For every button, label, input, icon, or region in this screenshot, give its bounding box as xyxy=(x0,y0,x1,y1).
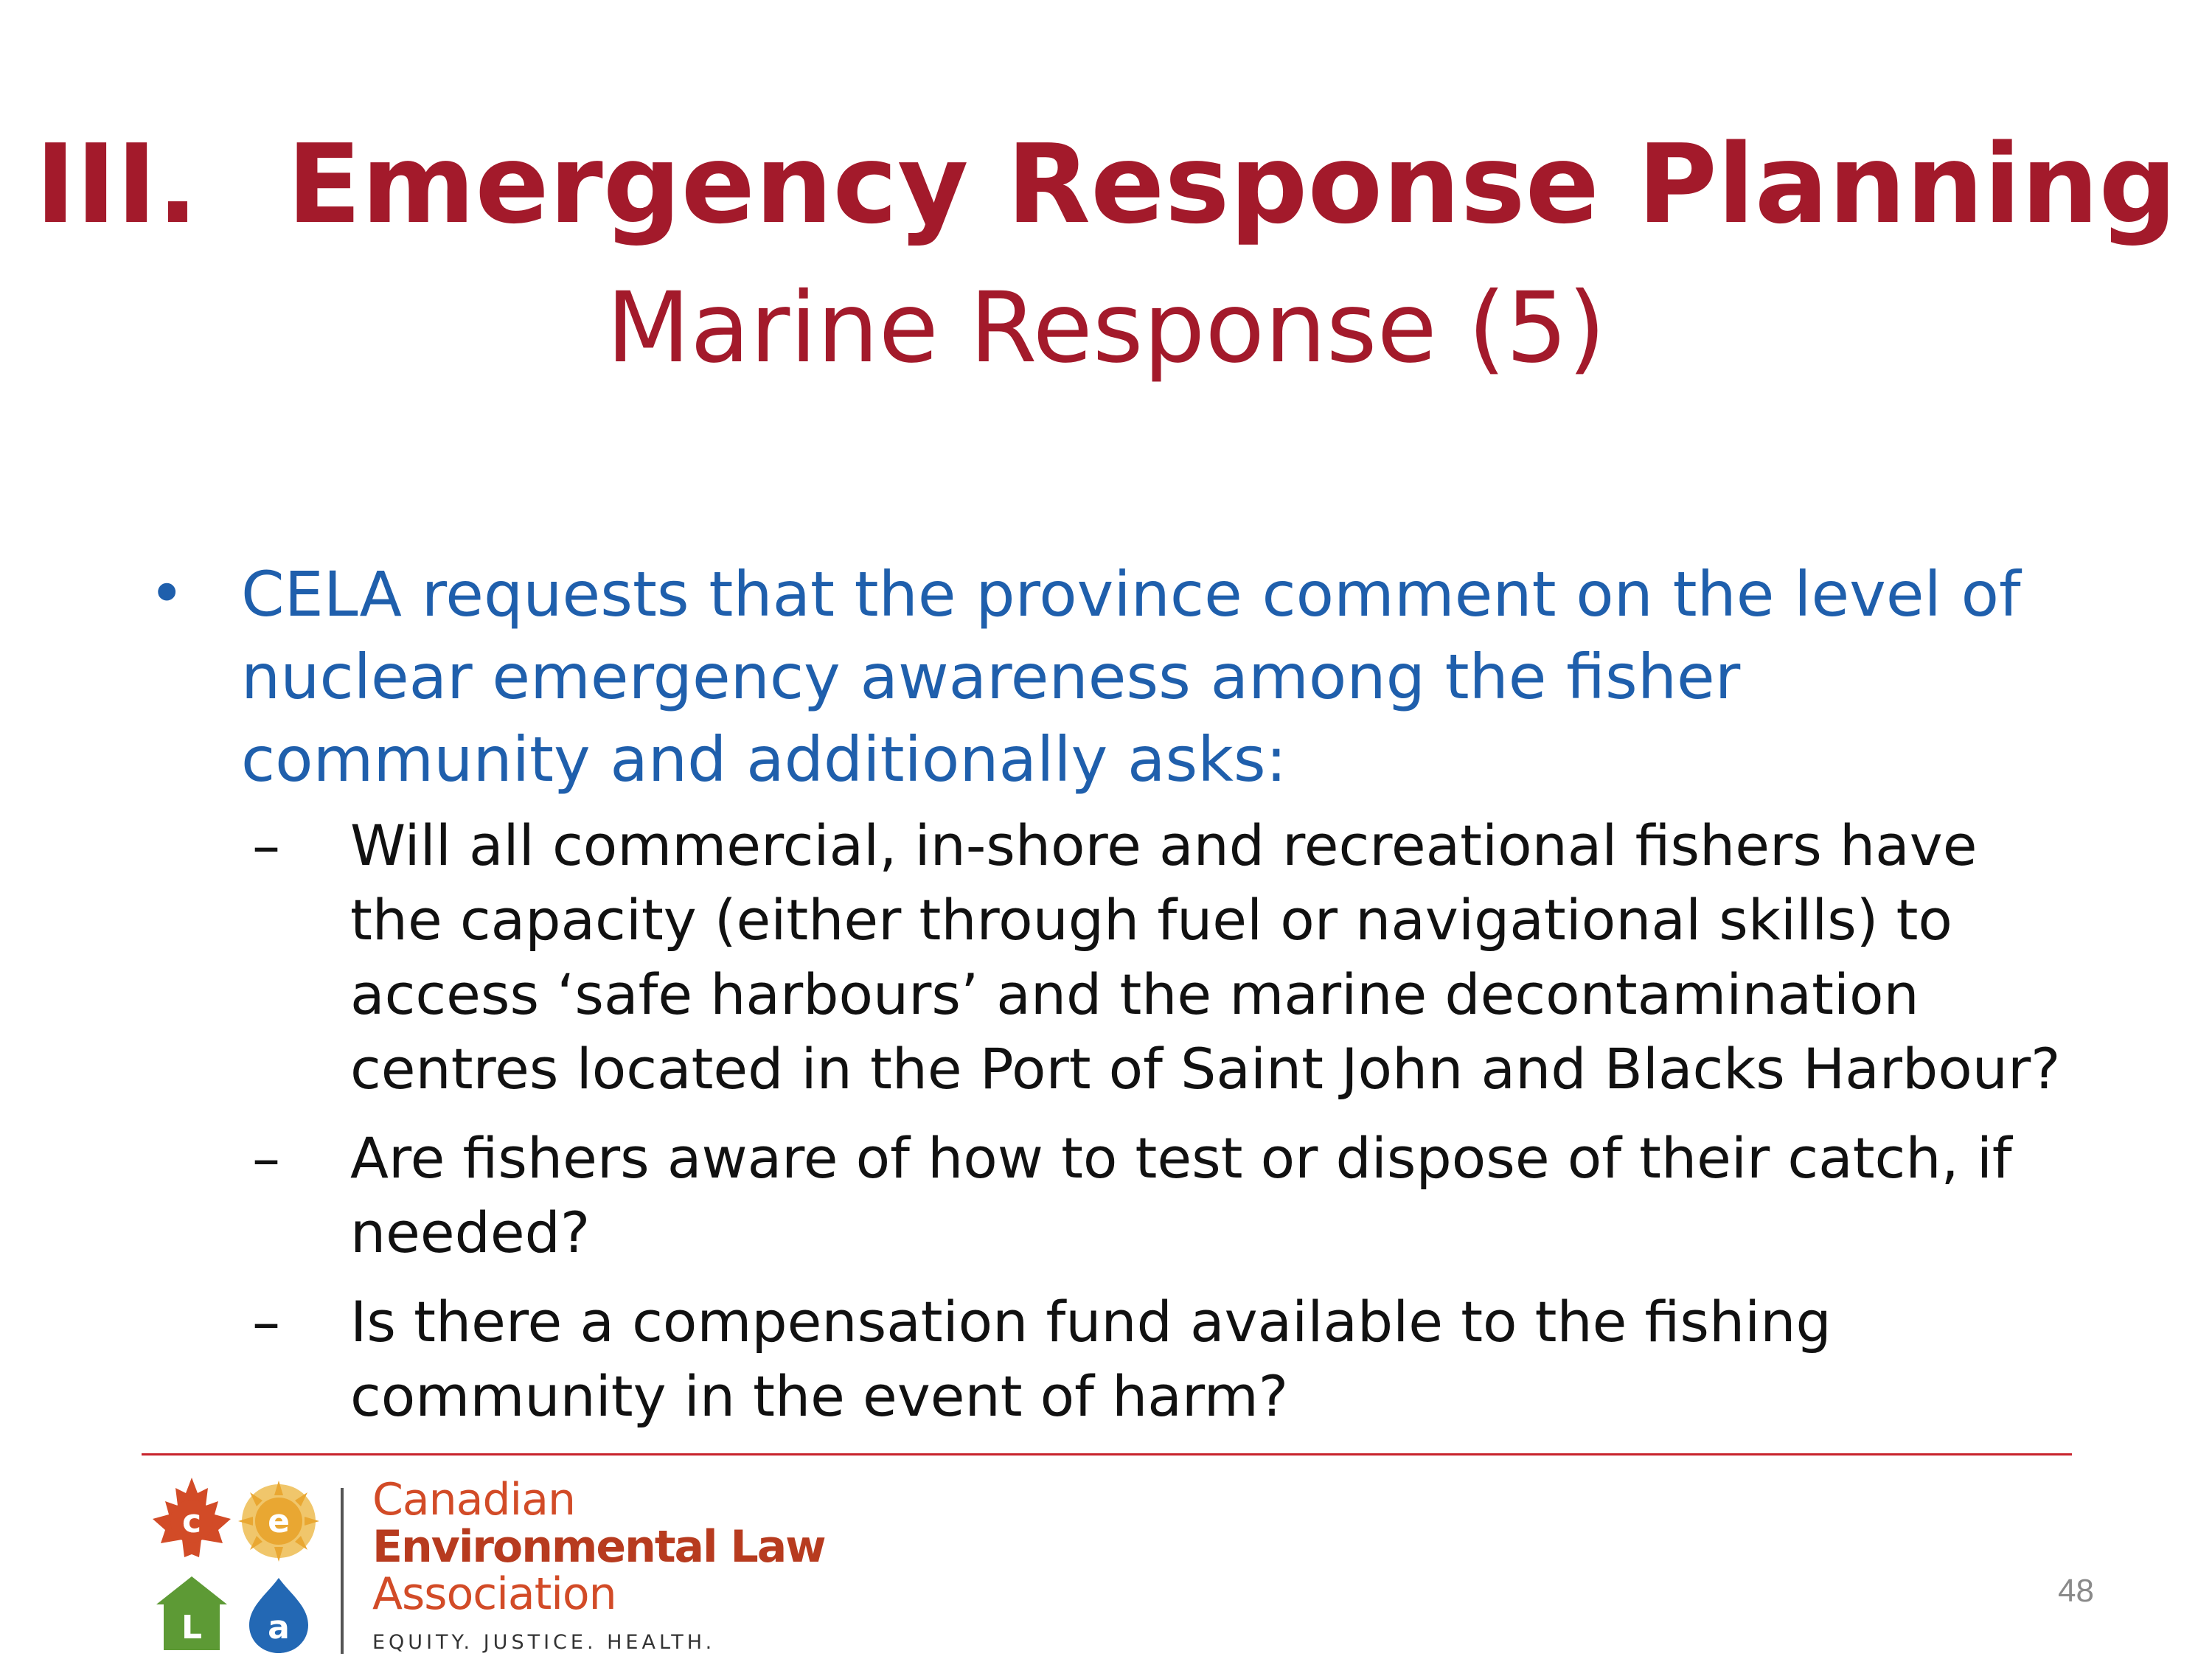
logo-letter-c: c xyxy=(181,1503,202,1540)
sub-bullet-text: Are fishers aware of how to test or dispose of their catch, if needed? xyxy=(350,1125,2012,1265)
logo-divider xyxy=(341,1488,344,1654)
organization-name xyxy=(372,1476,830,1618)
sub-bullet-item xyxy=(252,1284,2072,1433)
slide-subtitle: Marine Response (5) xyxy=(606,271,1606,385)
organization-name-line-2: Environmental Law xyxy=(372,1521,825,1573)
sub-bullet-dash: – xyxy=(252,1289,280,1354)
slide-content xyxy=(140,553,2072,1448)
page-number: 48 xyxy=(2058,1573,2094,1609)
sub-bullet-item xyxy=(252,808,2072,1106)
sub-bullet-list xyxy=(252,808,2072,1433)
sub-bullet-dash: – xyxy=(252,1125,280,1191)
logo-letter-l: L xyxy=(181,1609,203,1646)
sub-bullet-text: Is there a compensation fund available to the fishing community in the event of harm? xyxy=(350,1289,1832,1429)
sub-bullet-text: Will all commercial, in-shore and recreational fishers have the capacity (either through fuel or navigational skills) to access ‘safe harbours’ and the marine decontamination centres located in the Port of Saint John and Blacks Harbour? xyxy=(350,813,2061,1102)
title-section-number: III. xyxy=(35,121,199,248)
sub-bullet-dash: – xyxy=(252,813,280,878)
logo-letter-e: e xyxy=(268,1503,290,1540)
main-bullet xyxy=(140,553,2072,801)
main-bullet-text: CELA requests that the province comment on the level of nuclear emergency awareness among the fisher community and additionally asks: xyxy=(241,558,2021,796)
bullet-marker: • xyxy=(149,559,185,629)
organization-name-line-1: Canadian xyxy=(372,1474,576,1526)
cela-logo xyxy=(147,1475,826,1659)
footer-divider-rule xyxy=(142,1453,2072,1455)
slide-title-line xyxy=(0,121,2212,248)
logo-letter-a: a xyxy=(268,1609,290,1646)
organization-name-line-3: Association xyxy=(372,1568,616,1620)
cela-logo-mark-icon xyxy=(147,1475,332,1659)
organization-tagline: EQUITY. JUSTICE. HEALTH. xyxy=(372,1631,716,1654)
sub-bullet-item xyxy=(252,1121,2072,1270)
slide-title: Emergency Response Planning xyxy=(287,121,2177,248)
